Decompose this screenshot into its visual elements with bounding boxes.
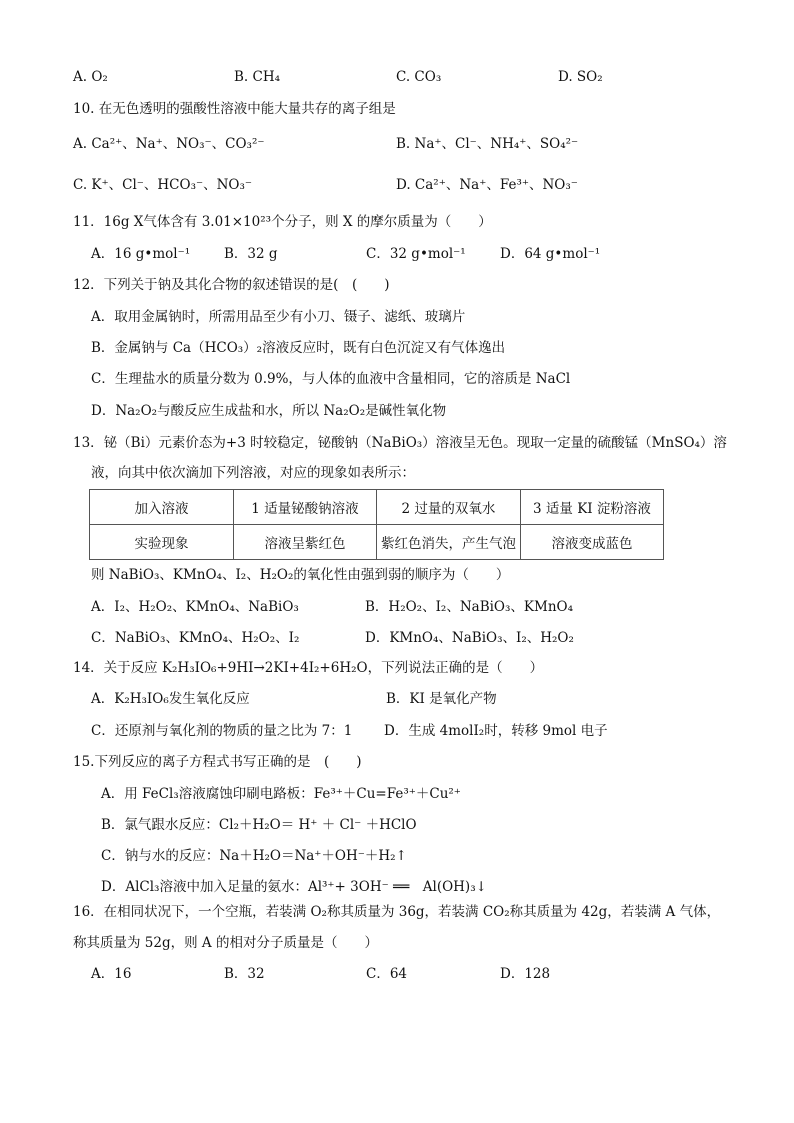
experiment-table bbox=[89, 489, 664, 560]
table-cell: 溶液呈紫红色 bbox=[234, 525, 377, 560]
table-cell: 2 过量的双氧水 bbox=[377, 490, 521, 525]
q16-stem-line2: 称其质量为 52g，则 A 的相对分子质量是（ ） bbox=[73, 935, 378, 951]
q9-option-c: C. CO₃ bbox=[396, 69, 442, 85]
q15-option-d: D．AlCl₃溶液中加入足量的氨水：Al³⁺+ 3OH⁻ ══ Al(OH)₃↓ bbox=[101, 879, 487, 895]
q11-option-a: A．16 g•mol⁻¹ bbox=[91, 246, 191, 262]
q12-option-b: B．金属钠与 Ca（HCO₃）₂溶液反应时，既有白色沉淀又有气体逸出 bbox=[91, 340, 506, 356]
q15-stem: 15.下列反应的离子方程式书写正确的是 ( ) bbox=[73, 754, 362, 770]
q11-option-c: C．32 g•mol⁻¹ bbox=[366, 246, 466, 262]
q13-option-a: A．I₂、H₂O₂、KMnO₄、NaBiO₃ bbox=[91, 599, 299, 615]
q16-option-a: A．16 bbox=[91, 966, 132, 982]
q13-option-d: D．KMnO₄、NaBiO₃、I₂、H₂O₂ bbox=[365, 630, 574, 646]
q11-option-d: D．64 g•mol⁻¹ bbox=[500, 246, 601, 262]
q14-option-b: B．KI 是氧化产物 bbox=[386, 691, 497, 707]
q13-option-c: C．NaBiO₃、KMnO₄、H₂O₂、I₂ bbox=[91, 630, 300, 646]
q15-option-b: B．氯气跟水反应：Cl₂＋H₂O＝ H⁺ ＋ Cl⁻ ＋HClO bbox=[101, 817, 417, 833]
q12-option-d: D．Na₂O₂与酸反应生成盐和水，所以 Na₂O₂是碱性氧化物 bbox=[91, 403, 447, 419]
q10-stem: 10. 在无色透明的强酸性溶液中能大量共存的离子组是 bbox=[73, 101, 396, 117]
q15-option-c: C．钠与水的反应：Na＋H₂O＝Na⁺＋OH⁻＋H₂↑ bbox=[101, 848, 407, 864]
q10-option-a: A. Ca²⁺、Na⁺、NO₃⁻、CO₃²⁻ bbox=[73, 136, 265, 152]
table-row bbox=[90, 490, 664, 525]
q9-option-d: D. SO₂ bbox=[558, 69, 603, 85]
q10-option-c: C. K⁺、Cl⁻、HCO₃⁻、NO₃⁻ bbox=[73, 177, 253, 193]
table-cell: 实验现象 bbox=[90, 525, 234, 560]
table-cell: 3 适量 KI 淀粉溶液 bbox=[521, 490, 664, 525]
q9-option-a: A. O₂ bbox=[73, 69, 108, 85]
q14-option-d: D．生成 4molI₂时，转移 9mol 电子 bbox=[384, 723, 608, 739]
q16-option-c: C．64 bbox=[366, 966, 408, 982]
table-cell: 加入溶液 bbox=[90, 490, 234, 525]
q9-option-b: B. CH₄ bbox=[234, 69, 281, 85]
q16-option-d: D．128 bbox=[500, 966, 551, 982]
q13-option-b: B．H₂O₂、I₂、NaBiO₃、KMnO₄ bbox=[365, 599, 573, 615]
q14-option-c: C．还原剂与氧化剂的物质的量之比为 7：1 bbox=[91, 723, 353, 739]
table-cell: 紫红色消失，产生气泡 bbox=[377, 525, 521, 560]
q13-stem-line2: 液，向其中依次滴加下列溶液，对应的现象如表所示： bbox=[91, 465, 415, 481]
q16-option-b: B．32 bbox=[224, 966, 265, 982]
q12-stem: 12．下列关于钠及其化合物的叙述错误的是( ( ) bbox=[73, 277, 390, 293]
q12-option-c: C．生理盐水的质量分数为 0.9%，与人体的血液中含量相同，它的溶质是 NaCl bbox=[91, 371, 571, 387]
table-cell: 溶液变成蓝色 bbox=[521, 525, 664, 560]
q15-option-a: A．用 FeCl₃溶液腐蚀印刷电路板：Fe³⁺＋Cu=Fe³⁺＋Cu²⁺ bbox=[101, 786, 461, 802]
table-cell: 1 适量铋酸钠溶液 bbox=[234, 490, 377, 525]
q10-option-b: B. Na⁺、Cl⁻、NH₄⁺、SO₄²⁻ bbox=[396, 136, 579, 152]
q12-option-a: A．取用金属钠时，所需用品至少有小刀、镊子、滤纸、玻璃片 bbox=[91, 309, 466, 325]
q11-stem: 11．16g X气体含有 3.01×10²³个分子，则 X 的摩尔质量为（ ） bbox=[73, 214, 492, 230]
q13-question: 则 NaBiO₃、KMnO₄、I₂、H₂O₂的氧化性由强到弱的顺序为（ ） bbox=[91, 567, 510, 583]
q13-stem-line1: 13．铋（Bi）元素价态为+3 时较稳定，铋酸钠（NaBiO₃）溶液呈无色。现取一定量的硫酸锰（MnSO₄）溶 bbox=[73, 435, 727, 451]
q10-option-d: D. Ca²⁺、Na⁺、Fe³⁺、NO₃⁻ bbox=[396, 177, 578, 193]
q11-option-b: B．32 g bbox=[224, 246, 278, 262]
q14-option-a: A．K₂H₃IO₆发生氧化反应 bbox=[91, 691, 250, 707]
q16-stem-line1: 16．在相同状况下，一个空瓶，若装满 O₂称其质量为 36g，若装满 CO₂称其质量为 42g，若装满 A 气体， bbox=[73, 904, 721, 920]
table-row bbox=[90, 525, 664, 560]
q14-stem: 14．关于反应 K₂H₃IO₆+9HI→2KI+4I₂+6H₂O，下列说法正确的是（ ） bbox=[73, 660, 544, 676]
